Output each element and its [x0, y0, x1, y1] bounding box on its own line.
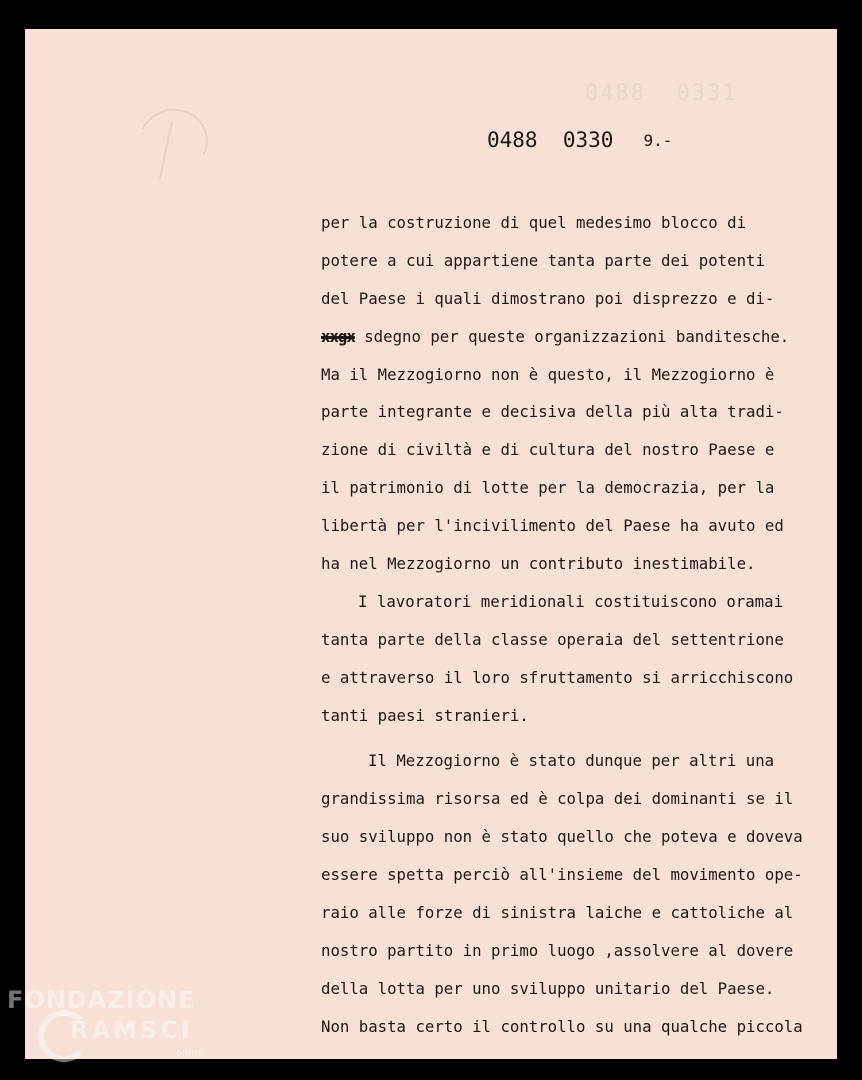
text-line: nostro partito in primo luogo ,assolvere al dovere [321, 940, 794, 960]
watermark-line1: FONDAZIONE [7, 986, 196, 1014]
text-line: parte integrante e decisiva della più alta tradi- [321, 402, 784, 422]
text-line: libertà per l'incivilimento del Paese ha avuto ed [321, 516, 784, 536]
fondazione-gramsci-watermark [0, 982, 220, 1080]
document-page [25, 29, 837, 1059]
page-header [487, 128, 672, 152]
text-line: potere a cui appartiene tanta parte dei potenti [321, 250, 765, 270]
text-line: ha nel Mezzogiorno un contributo inestimabile. [321, 554, 756, 574]
typed-text-body [321, 204, 821, 1046]
text-line: zione di civiltà e di cultura del nostro Paese e [321, 440, 775, 460]
text-line-with-strike [321, 318, 821, 356]
text-line: essere spetta perciò all'insieme del movimento ope- [321, 865, 803, 885]
text-line: del Paese i quali dimostrano poi disprezzo e di- [321, 288, 775, 308]
watermark-suffix: onlus [176, 1048, 203, 1059]
bleed-through-code: 0488 0331 [585, 81, 738, 106]
text-line: della lotta per uno sviluppo unitario del Paese. [321, 978, 775, 998]
text-line: Ma il Mezzogiorno non è questo, il Mezzogiorno è [321, 364, 775, 384]
text-line: sdegno per queste organizzazioni banditesche. [364, 326, 790, 346]
struck-out-text: xxgx [321, 326, 355, 346]
text-line: Non basta certo il controllo su una qualche piccola [321, 1016, 803, 1036]
text-line: per la costruzione di quel medesimo blocco di [321, 213, 747, 232]
page-number: 9.- [643, 131, 673, 150]
text-line: tanta parte della classe operaia del settentrione [321, 629, 784, 649]
text-line: il patrimonio di lotte per la democrazia, per la [321, 478, 775, 498]
text-line: tanti paesi stranieri. [321, 705, 529, 725]
handwritten-folio-mark [129, 99, 217, 185]
text-line: Il Mezzogiorno è stato dunque per altri una [368, 751, 775, 771]
text-line: raio alle forze di sinistra laiche e cattoliche al [321, 903, 794, 923]
archive-code-a: 0488 [487, 128, 538, 152]
archive-code-b: 0330 [562, 128, 614, 152]
text-line: I lavoratori meridionali costituiscono oramai [358, 591, 784, 611]
text-line: grandissima risorsa ed è colpa dei dominanti se il [321, 789, 794, 809]
text-line: e attraverso il loro sfruttamento si arricchiscono [321, 667, 794, 687]
watermark-line2: RAMSCI [70, 1016, 193, 1044]
text-line: suo sviluppo non è stato quello che poteva e doveva [321, 827, 803, 847]
